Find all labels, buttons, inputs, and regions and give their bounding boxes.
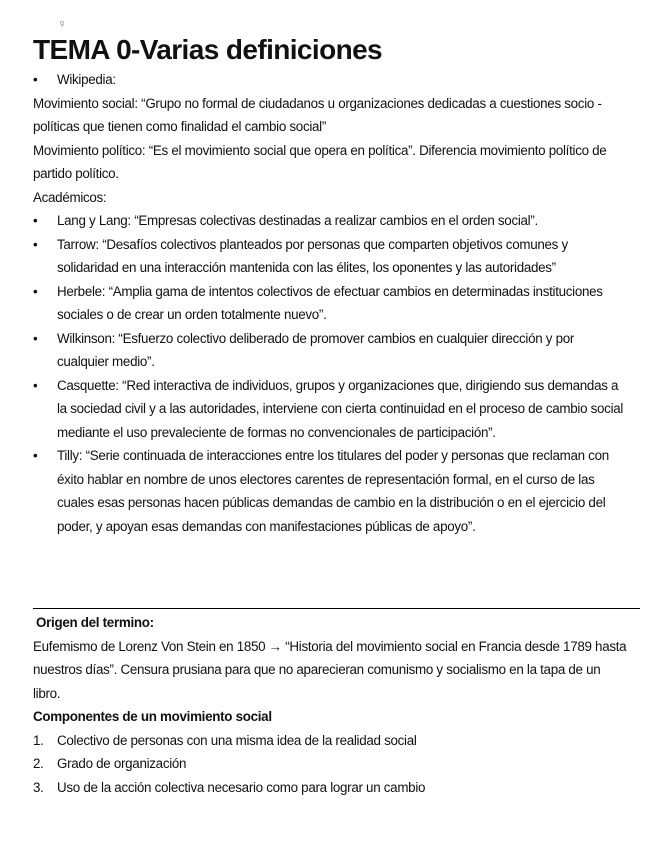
- list-item: [33, 374, 628, 445]
- list-item: [33, 327, 628, 374]
- definition-political: Movimiento político: “Es el movimiento social que opera en política”. Diferencia movimiento político de partido político.: [33, 142, 607, 181]
- list-item: [33, 776, 628, 800]
- origin-text: Eufemismo de Lorenz Von Stein en 1850 → “Historia del movimiento social en Francia desde 1789 hasta nuestros días”. Censura prusiana para que no aparecieran comunismo y socialismo en la tapa de un libro.: [33, 638, 627, 701]
- component-text: Colectivo de personas con una misma idea de la realidad social: [57, 732, 417, 748]
- list-item: [33, 752, 628, 776]
- section-divider: [33, 608, 640, 609]
- component-text: Grado de organización: [57, 756, 187, 771]
- page-title: TEMA 0-Varias definiciones: [33, 34, 383, 65]
- academicos-label: Académicos:: [33, 189, 107, 205]
- list-item: [33, 444, 628, 538]
- wiki-list: [33, 68, 628, 92]
- wiki-label: Wikipedia:: [57, 72, 116, 87]
- list-item: [33, 280, 628, 327]
- bullet-icon: •: [33, 72, 38, 87]
- number-3: 3.: [33, 779, 44, 795]
- academic-definition: Tarrow: “Desafíos colectivos planteados por personas que comparten objetivos comunes y solidaridad en una interacción mantenida con las élites, los oponentes y las autoridades”: [57, 236, 568, 275]
- definition-social: Movimiento social: “Grupo no formal de ciudadanos u organizaciones dedicadas a cuestiones socio - políticas que tienen como finalidad el cambio social”: [33, 95, 602, 134]
- academic-definition: Tilly: “Serie continuada de interacciones entre los titulares del poder y personas que reclaman con éxito hablar en nombre de unos electores carentes de representación formal, en el curso de las cuales esas personas hacen públicas demandas de cambio en la distribución o en el ejercicio del poder, y apoyan esas demandas con manifestaciones públicas de apoyo”.: [57, 448, 609, 534]
- component-text: Uso de la acción colectiva necesario como para lograr un cambio: [57, 779, 426, 795]
- bullet-icon: •: [33, 330, 38, 346]
- academicos-list: [33, 209, 628, 538]
- origin-section: [33, 611, 628, 799]
- number-2: 2.: [33, 756, 44, 771]
- components-list: [33, 729, 628, 800]
- definitions-section: [33, 68, 628, 538]
- academic-definition: Wilkinson: “Esfuerzo colectivo deliberado de promover cambios en cualquier dirección y por cualquier medio”.: [57, 330, 575, 369]
- bullet-icon: •: [33, 377, 38, 393]
- academic-definition: Casquette: “Red interactiva de individuos, grupos y organizaciones que, dirigiendo sus demandas a la sociedad civil y a las autoridades, interviene con cierta continuidad en el proceso de cambio social mediante el uso prevaleciente de formas no convencionales de participación”.: [57, 377, 624, 440]
- origin-heading: Origen del termino:: [36, 615, 154, 630]
- bullet-icon: •: [33, 236, 38, 252]
- bullet-icon: •: [33, 283, 38, 299]
- list-item: [33, 729, 628, 753]
- number-1: 1.: [33, 732, 44, 748]
- bullet-icon: •: [33, 448, 38, 463]
- bullet-icon: •: [33, 213, 38, 228]
- list-item: [33, 233, 628, 280]
- header-mark: g: [60, 20, 64, 27]
- academic-definition: Herbele: “Amplia gama de intentos colectivos de efectuar cambios en determinadas instituciones sociales o de crear un orden totalmente nuevo”.: [57, 283, 603, 322]
- list-item: [33, 209, 628, 233]
- academic-definition: Lang y Lang: “Empresas colectivas destinadas a realizar cambios en el orden social”.: [57, 213, 538, 228]
- components-heading: Componentes de un movimiento social: [33, 709, 272, 724]
- list-item: [33, 68, 628, 92]
